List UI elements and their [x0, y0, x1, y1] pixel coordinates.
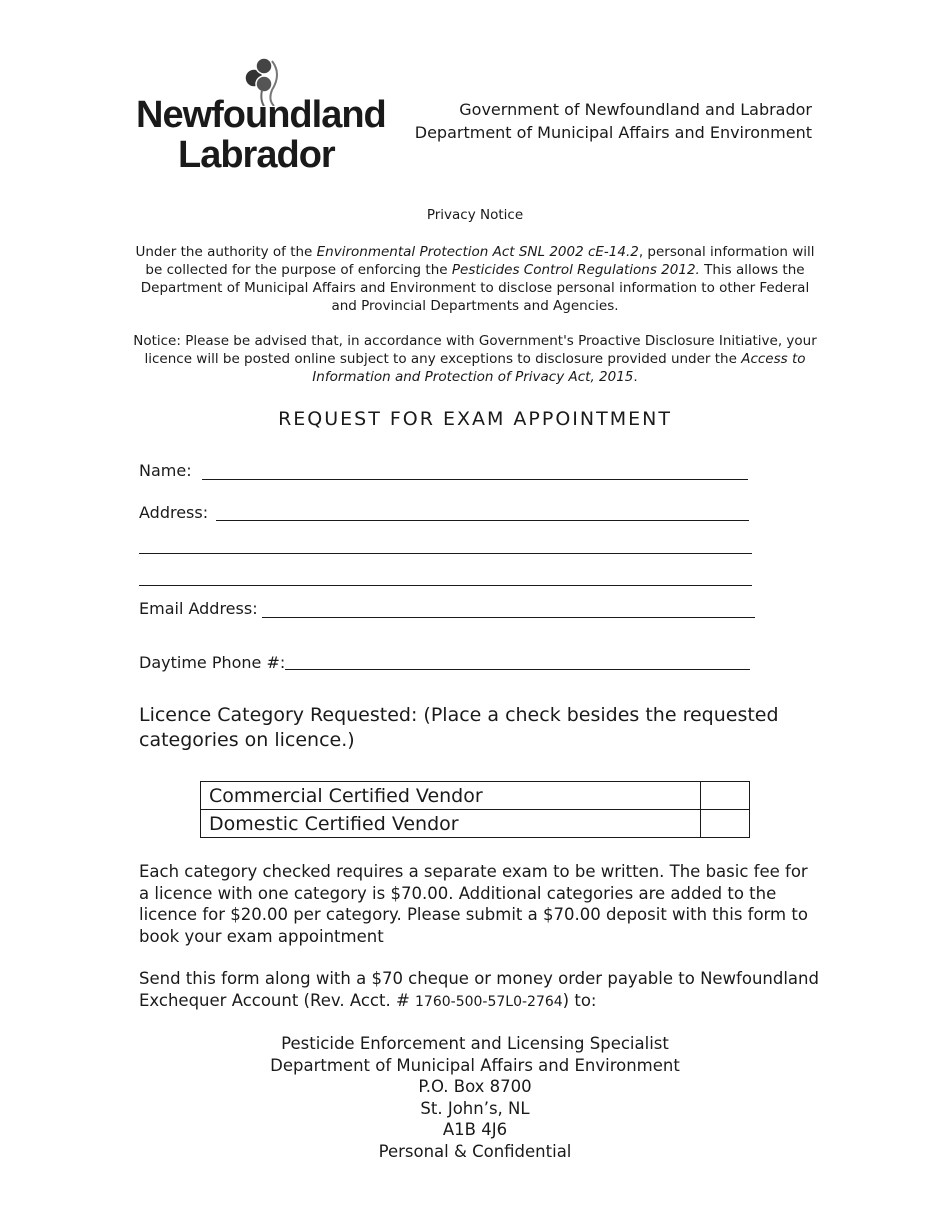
category-label: Commercial Certified Vendor [201, 782, 701, 810]
name-label: Name: [139, 461, 192, 480]
privacy-text: Under the authority of the [135, 244, 317, 260]
address-label: Address: [139, 503, 209, 522]
privacy-paragraph-2 [130, 332, 820, 386]
government-name: Government of Newfoundland and Labrador [459, 100, 812, 119]
logo-line-1: Newfoundland [136, 94, 386, 136]
address-field-line-1[interactable] [216, 520, 749, 521]
form-title: REQUEST FOR EXAM APPOINTMENT [278, 408, 672, 430]
privacy-notice-title: Privacy Notice [426, 207, 524, 223]
domestic-vendor-checkbox[interactable] [701, 810, 750, 838]
address-line: Personal & Confidential [378, 1141, 572, 1161]
fee-paragraph: Each category checked requires a separate exam to be written. The basic fee for a licence with one category is $70.00. Additional categories are added to the licence for $20.00 per category. Please submit a $70.00 deposit with this form to book your exam appointment [139, 862, 808, 946]
atipp-act-citation: Access to Information and Protection of Privacy Act, 2015 [312, 351, 806, 385]
phone-field[interactable] [285, 669, 750, 670]
revenue-account-number: 1760-500-57L0-2764 [415, 993, 563, 1010]
email-field[interactable] [262, 617, 755, 618]
department-name: Department of Municipal Affairs and Environment [414, 123, 812, 142]
address-line: Department of Municipal Affairs and Environment [270, 1055, 680, 1075]
send-text: Send this form along with a $70 cheque or money order payable to Newfoundland Exchequer Account (Rev. Acct. # [139, 969, 819, 1010]
act-citation: Environmental Protection Act SNL 2002 cE-14.2 [316, 244, 639, 260]
category-table [200, 781, 750, 838]
name-field[interactable] [202, 479, 748, 480]
send-instructions [139, 968, 819, 1013]
privacy-text: This allows the Department of Municipal Affairs and Environment to disclose personal information to other Federal and Provincial Departments and Agencies. [140, 262, 810, 314]
regulation-citation: Pesticides Control Regulations 2012. [451, 262, 700, 278]
address-line: A1B 4J6 [442, 1120, 508, 1139]
privacy-text: , personal information will be collected for the purpose of enforcing the [145, 244, 815, 278]
email-label: Email Address: [139, 599, 258, 618]
table-row [201, 810, 750, 838]
table-row [201, 782, 750, 810]
address-field-line-2[interactable] [139, 553, 752, 554]
notice-text: . [633, 369, 638, 385]
address-field-line-3[interactable] [139, 585, 752, 586]
notice-text: Notice: Please be advised that, in accordance with Government's Proactive Disclosure Initiative, your licence will be posted online subject to any exceptions to disclosure provided under the [133, 333, 817, 367]
logo-line-2: Labrador [178, 134, 335, 176]
address-line: St. John’s, NL [420, 1098, 530, 1118]
phone-label: Daytime Phone #: [139, 653, 286, 672]
government-header [372, 98, 812, 144]
category-label: Domestic Certified Vendor [201, 810, 701, 838]
privacy-paragraph-1 [130, 243, 820, 315]
category-instructions: Licence Category Requested: (Place a check besides the requested categories on licence.) [139, 704, 779, 751]
address-line: P.O. Box 8700 [418, 1077, 532, 1096]
mailing-address [0, 1033, 950, 1162]
send-text: ) to: [562, 990, 597, 1010]
address-line: Pesticide Enforcement and Licensing Specialist [281, 1034, 669, 1053]
commercial-vendor-checkbox[interactable] [701, 782, 750, 810]
government-logo [136, 56, 386, 176]
